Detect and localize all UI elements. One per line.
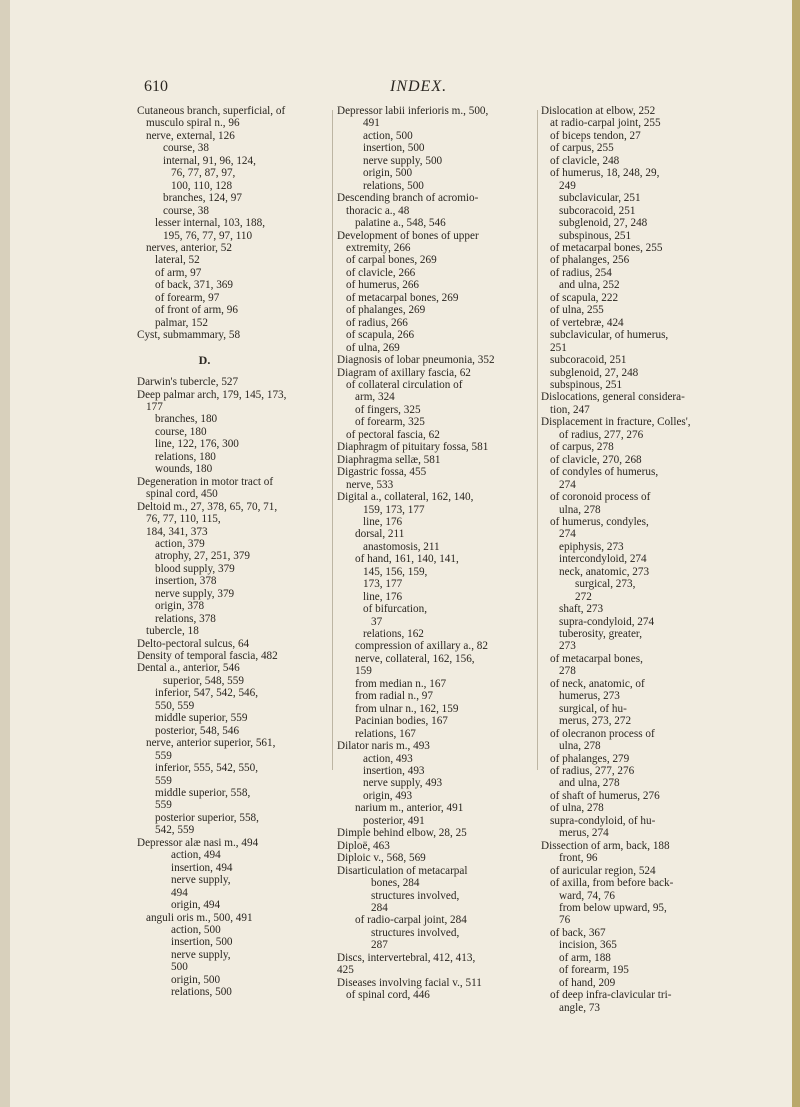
index-entry: compression of axillary a., 82 bbox=[355, 640, 488, 653]
index-entry: palmar, 152 bbox=[155, 316, 208, 329]
index-entry: surgical, of hu- bbox=[559, 702, 627, 715]
index-entry: subcoracoid, 251 bbox=[559, 204, 636, 217]
index-entry: from below upward, 95, bbox=[559, 902, 667, 914]
index-entry: insertion, 493 bbox=[363, 765, 425, 778]
index-entry: subglenoid, 27, 248 bbox=[550, 366, 639, 379]
index-entry: 37 bbox=[371, 615, 383, 628]
index-entry: relations, 162 bbox=[363, 628, 424, 641]
index-entry: 184, 341, 373 bbox=[146, 525, 208, 538]
index-entry: 559 bbox=[155, 749, 172, 762]
index-entry: from radial n., 97 bbox=[355, 690, 433, 703]
index-entry: intercondyloid, 274 bbox=[559, 553, 647, 566]
index-entry: Deltoid m., 27, 378, 65, 70, 71, bbox=[137, 500, 278, 513]
index-entry: subclavicular, of humerus, bbox=[550, 329, 669, 342]
index-entry: relations, 500 bbox=[171, 986, 232, 999]
index-entry: insertion, 378 bbox=[155, 575, 217, 588]
index-entry: of neck, anatomic, of bbox=[550, 677, 645, 690]
index-entry: line, 176 bbox=[363, 515, 403, 528]
index-entry: of metacarpal bones, 269 bbox=[346, 291, 459, 304]
index-column-3 bbox=[541, 105, 751, 1014]
index-column-2 bbox=[337, 105, 537, 1002]
index-entry: wounds, 180 bbox=[155, 463, 213, 476]
index-entry: insertion, 494 bbox=[171, 861, 233, 874]
index-entry: nerve supply, 500 bbox=[363, 154, 443, 167]
index-entry: insertion, 500 bbox=[171, 936, 233, 949]
index-entry: of bifurcation, bbox=[363, 603, 427, 616]
index-entry: Deep palmar arch, 179, 145, 173, bbox=[137, 388, 287, 401]
index-entry: Diploë, 463 bbox=[337, 839, 390, 852]
index-entry: surgical, 273, bbox=[575, 578, 636, 591]
index-entry: Development of bones of upper bbox=[337, 229, 479, 242]
index-entry: origin, 500 bbox=[171, 973, 221, 986]
index-entry: 145, 156, 159, bbox=[363, 565, 428, 578]
index-entry: Dissection of arm, back, 188 bbox=[541, 839, 670, 852]
index-entry: of coronoid process of bbox=[550, 491, 651, 504]
index-entry: nerves, anterior, 52 bbox=[146, 241, 232, 254]
index-entry: of hand, 209 bbox=[559, 976, 616, 989]
index-entry: of metacarpal bones, bbox=[550, 652, 643, 665]
index-entry: of biceps tendon, 27 bbox=[550, 129, 641, 142]
index-entry: palatine a., 548, 546 bbox=[355, 217, 446, 230]
index-entry: ulna, 278 bbox=[559, 503, 601, 516]
index-entry: supra-condyloid, of hu- bbox=[550, 814, 656, 827]
index-entry: of humerus, condyles, bbox=[550, 515, 649, 528]
index-entry: 425 bbox=[337, 964, 354, 977]
index-entry: neck, anatomic, 273 bbox=[559, 565, 650, 578]
index-entry: 76 bbox=[559, 914, 571, 927]
index-entry: action, 500 bbox=[171, 924, 221, 936]
index-entry: Delto-pectoral sulcus, 64 bbox=[137, 637, 250, 650]
index-entry: anguli oris m., 500, 491 bbox=[146, 911, 253, 924]
index-entry: Descending branch of acromio- bbox=[337, 192, 479, 205]
index-entry: of phalanges, 279 bbox=[550, 752, 630, 765]
index-entry: action, 493 bbox=[363, 752, 413, 765]
page-title: INDEX. bbox=[390, 78, 448, 95]
index-entry: insertion, 500 bbox=[363, 142, 425, 155]
index-entry: Dental a., anterior, 546 bbox=[137, 662, 240, 675]
section-gap bbox=[137, 366, 332, 376]
index-entry: of carpus, 278 bbox=[550, 441, 614, 454]
index-entry: 159, 173, 177 bbox=[363, 503, 425, 516]
index-entry: relations, 378 bbox=[155, 612, 216, 625]
index-entry: 76, 77, 110, 115, bbox=[146, 513, 221, 526]
index-entry: of radio-carpal joint, 284 bbox=[355, 914, 467, 927]
index-entry: relations, 167 bbox=[355, 727, 416, 740]
index-entry: nerve, collateral, 162, 156, bbox=[355, 652, 475, 665]
index-entry: middle superior, 559 bbox=[155, 712, 248, 725]
index-entry: of radius, 277, 276 bbox=[550, 765, 635, 778]
index-entry: Digital a., collateral, 162, 140, bbox=[337, 491, 474, 504]
index-entry: 287 bbox=[371, 939, 388, 952]
index-entry: Dimple behind elbow, 28, 25 bbox=[337, 827, 467, 840]
index-entry: bones, 284 bbox=[371, 877, 420, 890]
index-entry: 251 bbox=[550, 341, 567, 354]
index-entry: of radius, 266 bbox=[346, 316, 408, 329]
index-entry: at radio-carpal joint, 255 bbox=[550, 117, 661, 130]
index-entry: origin, 500 bbox=[363, 167, 413, 180]
index-entry: 274 bbox=[559, 528, 576, 541]
index-entry: anastomosis, 211 bbox=[363, 540, 440, 553]
index-entry: Pacinian bodies, 167 bbox=[355, 715, 448, 728]
index-entry: nerve supply, 493 bbox=[363, 777, 443, 790]
index-entry: and ulna, 252 bbox=[559, 279, 620, 292]
index-entry: Diseases involving facial v., 511 bbox=[337, 976, 482, 989]
index-entry: arm, 324 bbox=[355, 391, 395, 404]
index-entry: action, 494 bbox=[171, 849, 221, 862]
index-entry: of phalanges, 256 bbox=[550, 254, 630, 267]
index-entry: of forearm, 97 bbox=[155, 291, 220, 304]
index-entry: Degeneration in motor tract of bbox=[137, 475, 274, 488]
index-entry: of axilla, from before back- bbox=[550, 877, 674, 890]
index-entry: 494 bbox=[171, 886, 188, 899]
index-entry: ward, 74, 76 bbox=[559, 889, 615, 902]
index-entry: of arm, 97 bbox=[155, 266, 202, 279]
index-entry: of clavicle, 248 bbox=[550, 154, 620, 167]
index-entry: tubercle, 18 bbox=[146, 625, 199, 638]
index-entry: 559 bbox=[155, 799, 172, 812]
index-entry: line, 122, 176, 300 bbox=[155, 438, 239, 451]
index-entry: Diaphragm of pituitary fossa, 581 bbox=[337, 441, 489, 454]
index-entry: of hand, 161, 140, 141, bbox=[355, 553, 459, 566]
index-entry: action, 379 bbox=[155, 537, 205, 550]
index-entry: tuberosity, greater, bbox=[559, 628, 643, 641]
index-entry: dorsal, 211 bbox=[355, 528, 405, 541]
index-entry: of auricular region, 524 bbox=[550, 864, 656, 877]
index-entry: of humerus, 18, 248, 29, bbox=[550, 167, 660, 180]
index-entry: ulna, 278 bbox=[559, 740, 601, 753]
index-entry: posterior, 548, 546 bbox=[155, 724, 240, 737]
index-entry: Depressor labii inferioris m., 500, bbox=[337, 105, 489, 117]
index-entry: 76, 77, 87, 97, bbox=[171, 167, 236, 180]
index-entry: of front of arm, 96 bbox=[155, 304, 238, 317]
index-entry: thoracic a., 48 bbox=[346, 204, 410, 217]
section-letter: D. bbox=[198, 352, 211, 367]
index-entry: of pectoral fascia, 62 bbox=[346, 428, 440, 441]
index-entry: subcoracoid, 251 bbox=[550, 354, 627, 367]
index-entry: Displacement in fracture, Colles', bbox=[541, 416, 691, 429]
index-entry: subclavicular, 251 bbox=[559, 192, 641, 205]
index-entry: 284 bbox=[371, 902, 388, 914]
index-entry: Diploic v., 568, 569 bbox=[337, 852, 426, 865]
index-entry: posterior superior, 558, bbox=[155, 811, 259, 824]
index-entry: of condyles of humerus, bbox=[550, 466, 659, 479]
index-entry: of clavicle, 266 bbox=[346, 266, 416, 279]
index-entry: 278 bbox=[559, 665, 576, 678]
index-entry: 550, 559 bbox=[155, 699, 195, 712]
index-entry: course, 180 bbox=[155, 425, 207, 438]
index-entry: angle, 73 bbox=[559, 1001, 601, 1014]
index-entry: blood supply, 379 bbox=[155, 562, 235, 575]
index-entry: branches, 180 bbox=[155, 413, 218, 426]
index-entry: origin, 378 bbox=[155, 600, 205, 613]
index-entry: of ulna, 278 bbox=[550, 802, 604, 815]
index-entry: 274 bbox=[559, 478, 576, 491]
index-entry: superior, 548, 559 bbox=[163, 674, 244, 687]
index-entry: line, 176 bbox=[363, 590, 403, 603]
index-entry: incision, 365 bbox=[559, 939, 617, 952]
index-entry: inferior, 555, 542, 550, bbox=[155, 762, 259, 775]
index-entry: of radius, 277, 276 bbox=[559, 428, 644, 441]
index-entry: nerve, external, 126 bbox=[146, 129, 235, 142]
index-entry: extremity, 266 bbox=[346, 241, 411, 254]
index-entry: 195, 76, 77, 97, 110 bbox=[163, 229, 253, 242]
index-entry: subspinous, 251 bbox=[550, 378, 623, 391]
index-entry: nerve supply, 379 bbox=[155, 587, 235, 600]
index-entry: branches, 124, 97 bbox=[163, 192, 242, 205]
index-entry: of forearm, 325 bbox=[355, 416, 425, 429]
index-entry: of shaft of humerus, 276 bbox=[550, 789, 660, 802]
index-entry: 173, 177 bbox=[363, 578, 403, 591]
index-entry: of scapula, 266 bbox=[346, 329, 415, 342]
index-entry: of fingers, 325 bbox=[355, 403, 421, 416]
index-entry: 159 bbox=[355, 665, 372, 678]
index-entry: merus, 274 bbox=[559, 827, 609, 840]
index-entry: front, 96 bbox=[559, 852, 598, 865]
index-entry: Density of temporal fascia, 482 bbox=[137, 650, 278, 663]
index-entry: Diagram of axillary fascia, 62 bbox=[337, 366, 471, 379]
column-divider bbox=[537, 110, 538, 770]
index-entry: of scapula, 222 bbox=[550, 291, 619, 304]
index-entry: of forearm, 195 bbox=[559, 964, 629, 977]
index-entry: of radius, 254 bbox=[550, 266, 612, 279]
index-entry: of collateral circulation of bbox=[346, 378, 463, 391]
index-entry: lesser internal, 103, 188, bbox=[155, 217, 265, 230]
index-entry: nerve supply, bbox=[171, 948, 231, 961]
index-entry: musculo spiral n., 96 bbox=[146, 117, 240, 130]
index-entry: Cyst, submammary, 58 bbox=[137, 329, 241, 342]
page-number: 610 bbox=[144, 78, 168, 95]
index-entry: 100, 110, 128 bbox=[171, 179, 233, 192]
index-entry: of spinal cord, 446 bbox=[346, 989, 430, 1002]
index-entry: merus, 273, 272 bbox=[559, 715, 632, 728]
index-entry: of phalanges, 269 bbox=[346, 304, 426, 317]
index-entry: subspinous, 251 bbox=[559, 229, 632, 242]
index-entry: course, 38 bbox=[163, 204, 209, 217]
index-entry: 559 bbox=[155, 774, 172, 787]
index-entry: subglenoid, 27, 248 bbox=[559, 217, 648, 230]
index-entry: of humerus, 266 bbox=[346, 279, 420, 292]
index-entry: relations, 500 bbox=[363, 179, 424, 192]
index-entry: of olecranon process of bbox=[550, 727, 655, 740]
index-entry: Digastric fossa, 455 bbox=[337, 466, 427, 479]
index-entry: atrophy, 27, 251, 379 bbox=[155, 550, 250, 563]
index-entry: 249 bbox=[559, 179, 576, 192]
index-entry: narium m., anterior, 491 bbox=[355, 802, 464, 815]
index-entry: posterior, 491 bbox=[363, 814, 425, 827]
index-entry: of metacarpal bones, 255 bbox=[550, 241, 663, 254]
index-entry: of back, 367 bbox=[550, 926, 606, 939]
index-entry: structures involved, bbox=[371, 889, 460, 902]
index-entry: epiphysis, 273 bbox=[559, 540, 624, 553]
index-entry: of back, 371, 369 bbox=[155, 279, 233, 292]
index-entry: Dislocation at elbow, 252 bbox=[541, 105, 656, 117]
index-entry: of arm, 188 bbox=[559, 951, 611, 964]
index-entry: 542, 559 bbox=[155, 824, 195, 837]
index-entry: shaft, 273 bbox=[559, 603, 604, 616]
index-entry: from ulnar n., 162, 159 bbox=[355, 702, 459, 715]
index-entry: tion, 247 bbox=[550, 403, 590, 416]
index-entry: origin, 493 bbox=[363, 789, 413, 802]
index-entry: of carpal bones, 269 bbox=[346, 254, 437, 267]
index-entry: Diagnosis of lobar pneumonia, 352 bbox=[337, 354, 495, 367]
section-gap bbox=[137, 342, 332, 354]
index-entry: of clavicle, 270, 268 bbox=[550, 453, 642, 466]
index-entry: internal, 91, 96, 124, bbox=[163, 154, 256, 167]
index-entry: 177 bbox=[146, 400, 163, 413]
index-entry: and ulna, 278 bbox=[559, 777, 620, 790]
index-entry: of ulna, 269 bbox=[346, 341, 400, 354]
index-entry: action, 500 bbox=[363, 129, 413, 142]
index-entry: course, 38 bbox=[163, 142, 209, 155]
index-entry: nerve, 533 bbox=[346, 478, 394, 491]
index-entry: Darwin's tubercle, 527 bbox=[137, 376, 239, 389]
index-entry: 273 bbox=[559, 640, 576, 653]
index-entry: spinal cord, 450 bbox=[146, 488, 218, 501]
index-entry: from median n., 167 bbox=[355, 677, 447, 690]
index-entry: structures involved, bbox=[371, 926, 460, 939]
index-entry: nerve supply, bbox=[171, 874, 231, 887]
book-edge bbox=[792, 0, 800, 1107]
index-entry: nerve, anterior superior, 561, bbox=[146, 737, 276, 750]
index-entry: Disarticulation of metacarpal bbox=[337, 864, 468, 877]
index-entry: of ulna, 255 bbox=[550, 304, 604, 317]
index-entry: humerus, 273 bbox=[559, 690, 620, 703]
index-entry: 491 bbox=[363, 117, 380, 130]
index-entry: Dislocations, general considera- bbox=[541, 391, 685, 404]
index-entry: middle superior, 558, bbox=[155, 787, 251, 800]
index-entry: inferior, 547, 542, 546, bbox=[155, 687, 259, 700]
index-entry: Depressor alæ nasi m., 494 bbox=[137, 836, 259, 849]
index-entry: of deep infra-clavicular tri- bbox=[550, 989, 672, 1002]
index-entry: relations, 180 bbox=[155, 450, 216, 463]
index-entry: of vertebræ, 424 bbox=[550, 316, 624, 329]
index-entry: Discs, intervertebral, 412, 413, bbox=[337, 951, 476, 964]
index-entry: 500 bbox=[171, 961, 188, 974]
index-entry: supra-condyloid, 274 bbox=[559, 615, 655, 628]
index-entry: 272 bbox=[575, 590, 592, 603]
index-entry: Diaphragma sellæ, 581 bbox=[337, 453, 441, 466]
index-entry: of carpus, 255 bbox=[550, 142, 614, 155]
index-entry: Cutaneous branch, superficial, of bbox=[137, 105, 286, 117]
index-entry: origin, 494 bbox=[171, 899, 221, 912]
column-divider bbox=[332, 110, 333, 770]
book-page bbox=[10, 0, 792, 1107]
index-entry: Dilator naris m., 493 bbox=[337, 740, 430, 753]
index-column-1 bbox=[137, 105, 332, 999]
index-entry: lateral, 52 bbox=[155, 254, 200, 267]
